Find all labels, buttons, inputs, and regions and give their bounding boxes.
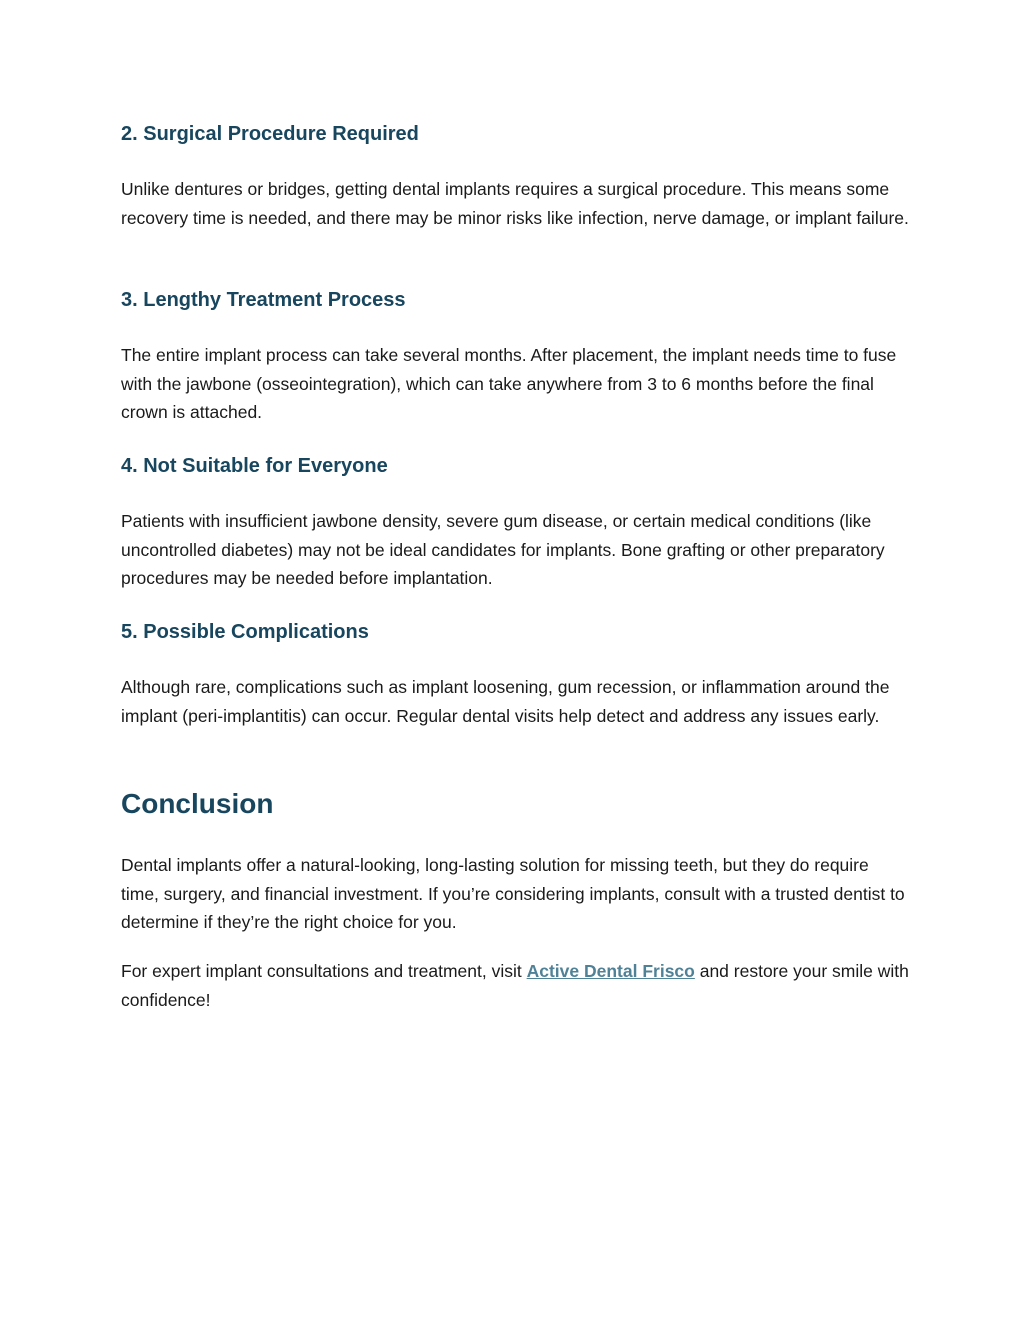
section-body-lengthy-treatment: The entire implant process can take several months. After placement, the implant needs time to fuse with the jawbone (osseointegration), which can take anywhere from 3 to 6 months before the final crown is attached. (121, 345, 897, 422)
section-body-not-suitable: Patients with insufficient jawbone density, severe gum disease, or certain medical conditions (like uncontrolled diabetes) may not be ideal candidates for implants. Bone grafting or other preparatory procedures may be needed before implantation. (121, 511, 885, 588)
section-body-surgical-procedure: Unlike dentures or bridges, getting dental implants requires a surgical procedure. This means some recovery time is needed, and there may be minor risks like infection, nerve damage, or implant failure. (121, 179, 909, 228)
section-heading-lengthy-treatment: 3. Lengthy Treatment Process (121, 289, 406, 311)
conclusion-body: Dental implants offer a natural-looking, long-lasting solution for missing teeth, but they do require time, surgery, and financial investment. If you’re considering implants, consult with a trusted dentist to determine if they’re the right choice for you. (121, 855, 905, 932)
conclusion-heading: Conclusion (121, 788, 274, 819)
active-dental-frisco-link[interactable]: Active Dental Frisco (526, 961, 695, 981)
cta-prefix-text: For expert implant consultations and treatment, visit (121, 961, 527, 981)
conclusion-cta-paragraph (121, 957, 911, 1014)
section-heading-not-suitable: 4. Not Suitable for Everyone (121, 455, 388, 477)
section-heading-possible-complications: 5. Possible Complications (121, 621, 369, 643)
section-body-possible-complications: Although rare, complications such as implant loosening, gum recession, or inflammation around the implant (peri-implantitis) can occur. Regular dental visits help detect and address any issues early. (121, 677, 890, 726)
cta-suffix-text: and restore your smile with confidence! (121, 961, 909, 1010)
section-heading-surgical-procedure: 2. Surgical Procedure Required (121, 123, 419, 145)
